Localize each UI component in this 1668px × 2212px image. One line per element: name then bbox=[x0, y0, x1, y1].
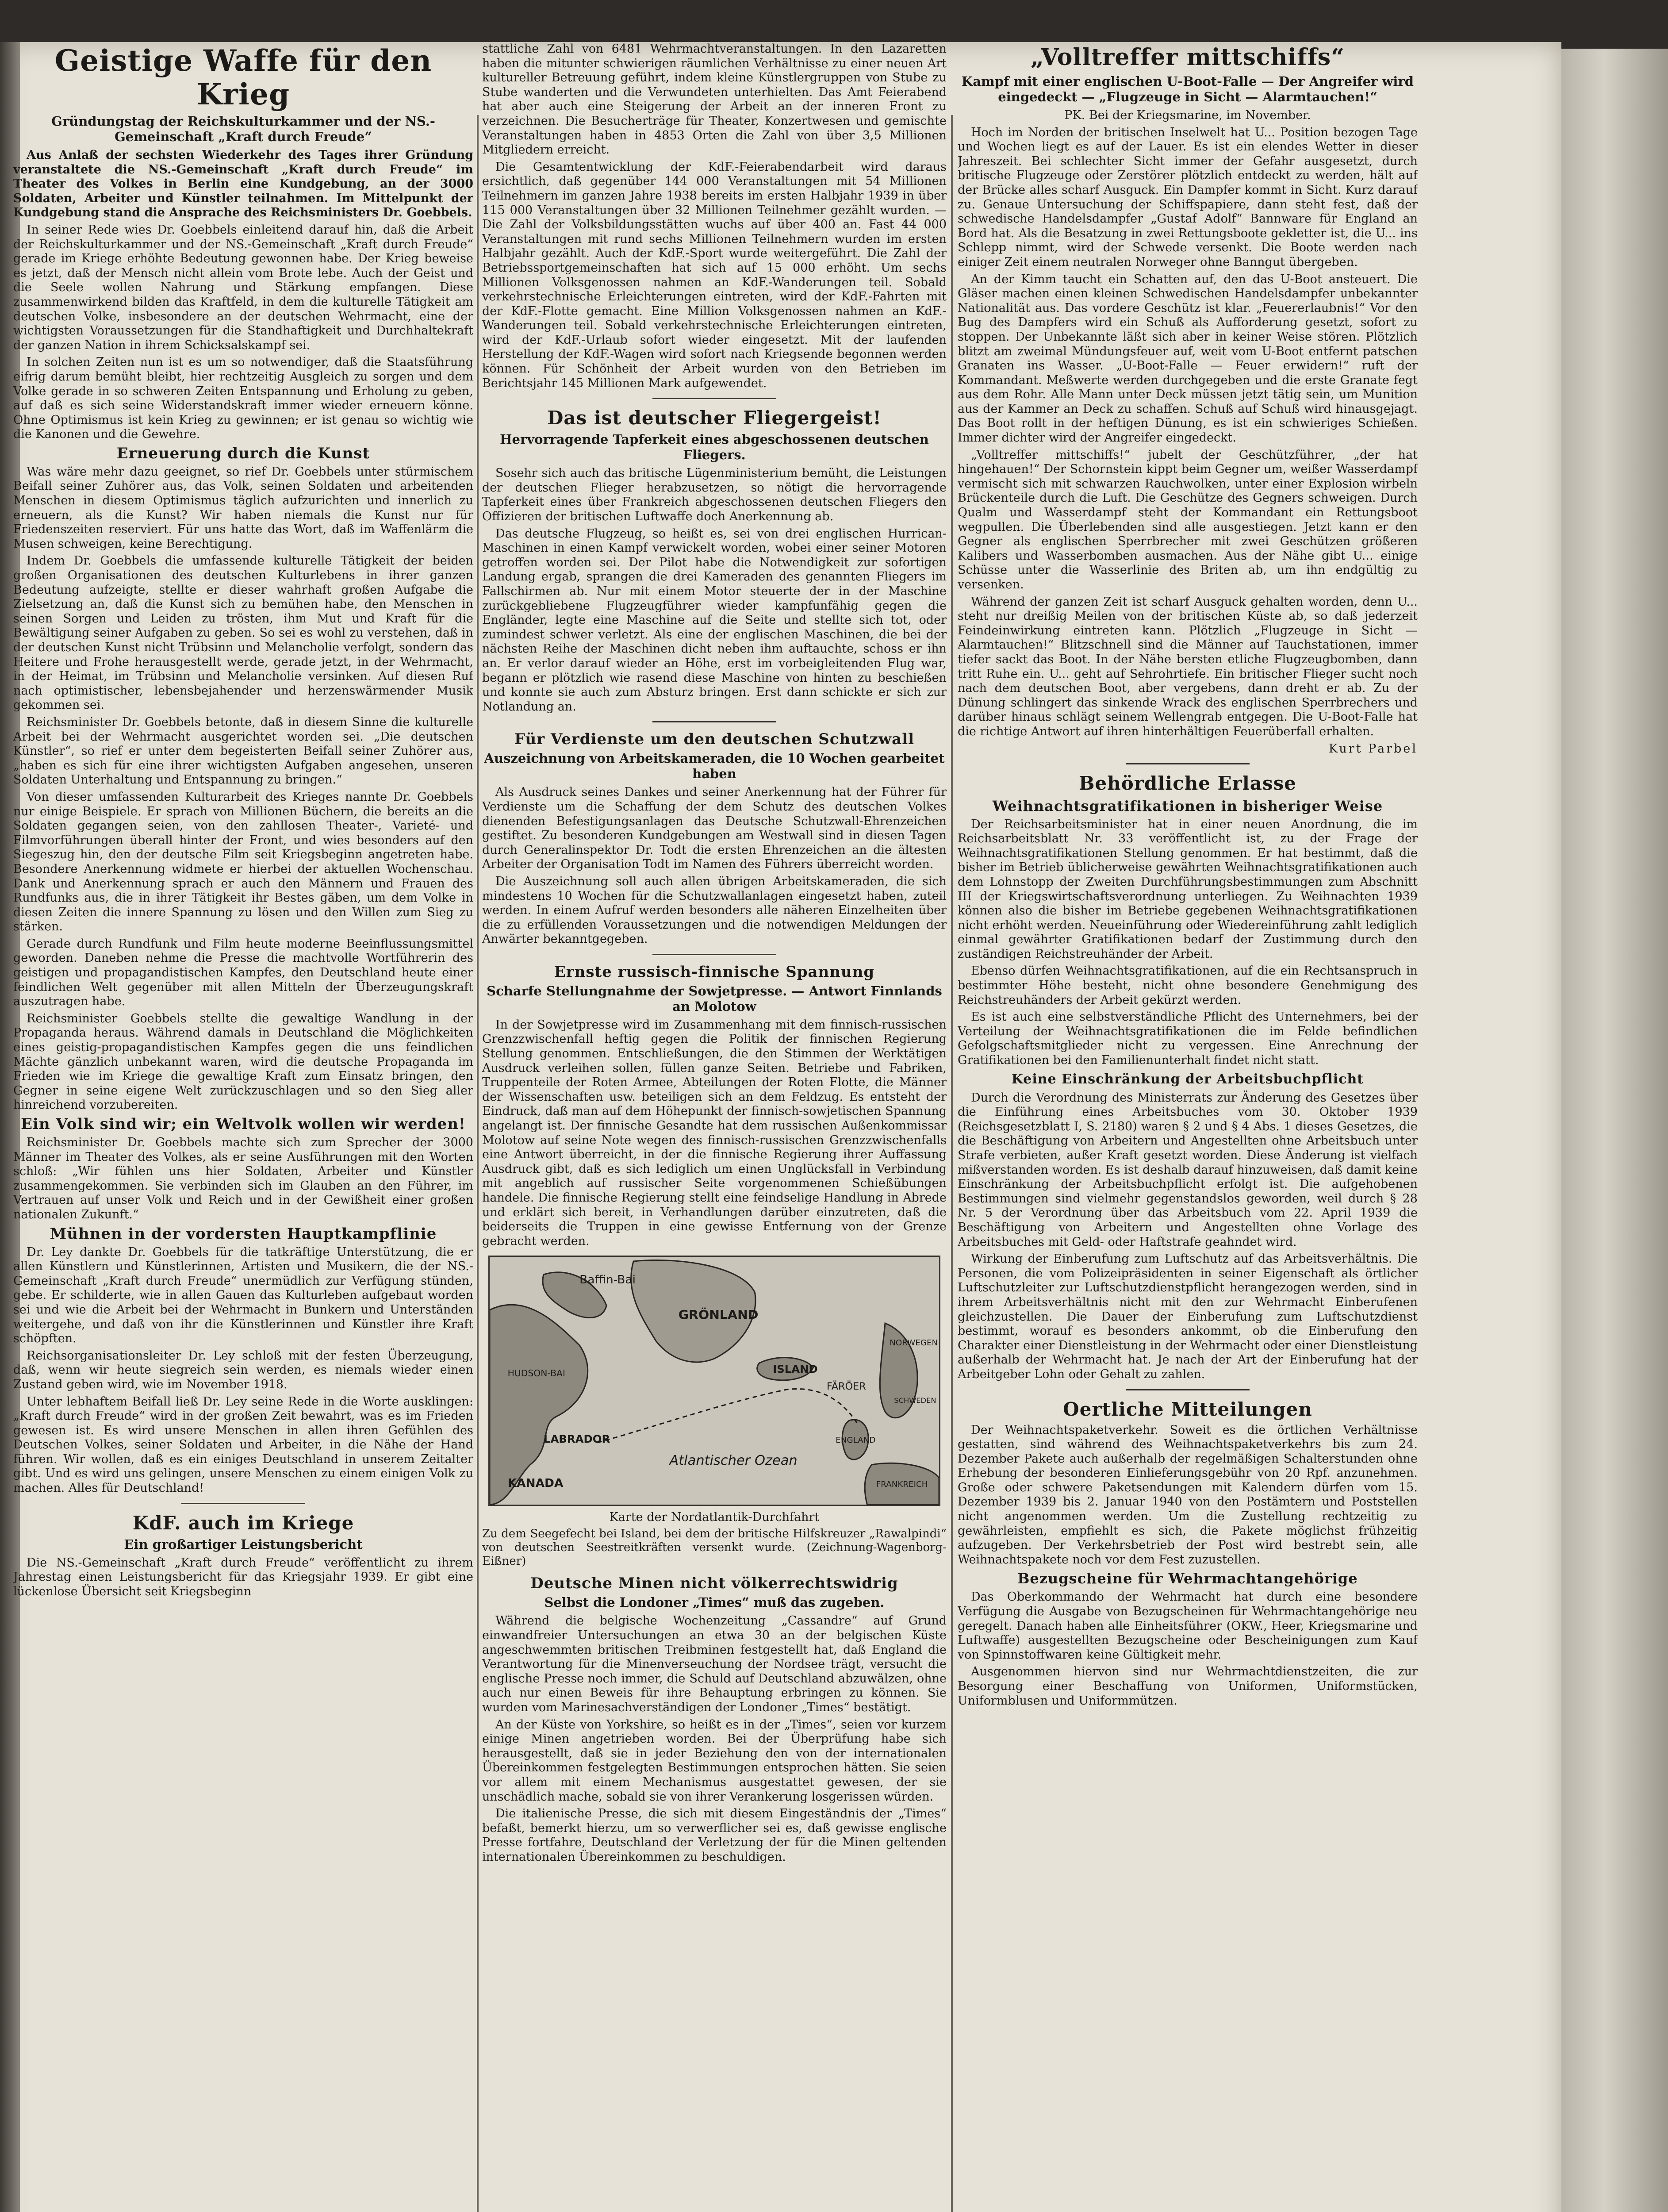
paragraph: Der Weihnachtspaketverkehr. Soweit es die örtlichen Verhältnisse gestatten, sind während des Weihnachtspaketverkehrs bis zum 24. Dezember Pakete auch außerhalb der regelmäßigen Schalterstunden ohne Erhebung der besonderen Einlieferungsgebühr von 20 Rpf. anzunehmen. Große oder schwere Paketsendungen mit Kalendern dürfen vom 15. Dezember 1939 bis 2. Januar 1940 von den Postämtern und Poststellen nicht angenommen werden. Um die Zustellung rechtzeitig zu gewährleisten, empfiehlt es sich, die Pakete möglichst frühzeitig aufzugeben. Der Verkehrsbetrieb der Post wird bestrebt sein, alle Weihnachtspakete noch vor dem Fest zuzustellen. bbox=[958, 1423, 1418, 1567]
paragraph: Als Ausdruck seines Dankes und seiner Anerkennung hat der Führer für Verdienste um die Schaffung der dem Schutz des deutschen Volkes dienenden Befestigungsanlagen das Deutsche Schutzwall-Ehrenzeichen gestiftet. Zu besonderen Kundgebungen am Westwall sind in diesen Tagen durch Generalinspektor Dr. Todt die ersten Ehrenzeichen an die ältesten Arbeiter der Organisation Todt im Namen des Führers überreicht worden. bbox=[482, 785, 947, 872]
map-label: ENGLAND bbox=[836, 1436, 876, 1445]
paragraph: Unter lebhaftem Beifall ließ Dr. Ley seine Rede in die Worte ausklingen: „Kraft durch Freude“ wird in der großen Zeit bewahrt, was es im Frieden gewesen ist. Es wird unsere Menschen in allen ihren Gefühlen des Deutschen Volkes, seiner Soldaten und Arbeiter, in die Nähe der Hand führen. Wir wollen, daß es ein einiges Deutschland in unserem Zeitalter gibt. Und es wird uns gelingen, unsere Menschen zu einem einigen Volk zu machen. Alles für Deutschland! bbox=[13, 1394, 473, 1495]
subhead-fliegergeist: Hervorragende Tapferkeit eines abgeschossenen deutschen Fliegers. bbox=[500, 432, 929, 463]
divider bbox=[181, 1503, 305, 1504]
section-heading: Mühnen in der vordersten Hauptkampflinie bbox=[50, 1225, 437, 1243]
headline-russisch-finnisch: Ernste russisch-finnische Spannung bbox=[554, 963, 875, 981]
paragraph: Von dieser umfassenden Kulturarbeit des Krieges nannte Dr. Goebbels nur einige Beispiele. Er sprach von Millionen Büchern, die bereits an die Soldaten gegangen seien, von den zahllosen Theater-, Varieté- und Filmvorführungen überall hinter der Front, und wies besonders auf den Siegeszug hin, den der deutsche Film seit Kriegsbeginn angetreten habe. Besondere Anerkennung widmete er hierbei der aktuellen Wochenschau. Dank und Anerkennung sprach er auch den Männern und Frauen des Rundfunks aus, die in ihrer Tätigkeit ihr Bestes gäben, um dem Volke in diesen Zeiten die innere Spannung zu lösen und den Willen zum Sieg zu stärken. bbox=[13, 790, 473, 934]
subhead-sowjetpresse: Scharfe Stellungnahme der Sowjetpresse. — Antwort Finnlands an Molotow bbox=[487, 983, 942, 1014]
paragraph: Der Reichsarbeitsminister hat in einer neuen Anordnung, die im Reichsarbeitsblatt Nr. 33 veröffentlicht ist, zu der Frage der Weihnachtsgratifikationen Stellung genommen. Er hat bestimmt, daß die bisher im Betrieb üblicherweise gewährten Weihnachtsgratifikationen auch dem Lohnstopp der Zweiten Durchführungsbestimmungen zum Abschnitt III der Kriegswirtschaftsverordnung unterliegen. Zu Weihnachten 1939 können also die bisher im Betriebe gegebenen Weihnachtsgratifikationen nicht erhöht werden. Neueinführung oder Wiedereinführung zahlt lediglich einmal gewährter Gratifikationen bedarf der Zustimmung durch den zuständigen Reichstreuhänder der Arbeit. bbox=[958, 817, 1418, 961]
map-label: NORWEGEN bbox=[890, 1338, 938, 1348]
paragraph: Was wäre mehr dazu geeignet, so rief Dr. Goebbels unter stürmischem Beifall seiner Zuhörer aus, das Volk, seinen Soldaten und arbeitenden Menschen in diesem Optimismus täglich aufzurichten und innerlich zu erneuern, als die Kunst? Wir haben niemals die Kunst nur für Friedenszeiten reserviert. Für uns hatte das Wort, daß im Waffenlärm die Musen schweigen, keine Berechtigung. bbox=[13, 465, 473, 551]
paragraph: Dr. Ley dankte Dr. Goebbels für die tatkräftige Unterstützung, die er allen Künstlern und Künstlerinnen, Artisten und Musikern, die der NS.-Gemeinschaft „Kraft durch Freude“ unermüdlich zur Verfügung stünden, gebe. Er schilderte, wie in allen Gauen das Kulturleben aufgebaut worden sei und wie die Arbeit bei der Wehrmacht in Bunkern und Unterständen weitergehe, und daß von ihr die Künstlerinnen und Künstler ihre Kraft schöpften. bbox=[13, 1245, 473, 1346]
paragraph: Das deutsche Flugzeug, so heißt es, sei von drei englischen Hurrican-Maschinen in einen Kampf verwickelt worden, wobei einer seiner Motoren getroffen worden sei. Der Pilot habe die Notwendigkeit zur sofortigen Landung ergab, sprangen die drei Kameraden des genannten Fliegers im Fallschirmen ab. Nur mit einem Motor steuerte der in der Maschine zurückgebliebene Flugzeugführer wieder kampfunfähig gegen die Engländer, legte eine Maschine auf die Seite und stellte sich tot, oder zumindest schwer verletzt. Als eine der englischen Maschinen, die bei der nächsten Reihe der Maschinen dicht neben ihm auftauchte, schoss er ihn an. Er verlor darauf wieder an Höhe, erst im vorbeigleitenden Flug war, begann er plötzlich wie rasend diese Maschine von hinten zu beschießen und konnte sie auch zum Absturz bringen. Erst dann schickte er sich zur Notlandung an. bbox=[482, 526, 947, 714]
headline-behoerdliche-erlasse: Behördliche Erlasse bbox=[1079, 772, 1296, 794]
dateline: PK. Bei der Kriegsmarine, im November. bbox=[1064, 108, 1311, 122]
paragraph: Reichsminister Dr. Goebbels betonte, daß in diesem Sinne die kulturelle Arbeit bei der Wehrmacht ausgerichtet worden sei. „Die deutschen Künstler“, so rief er unter dem begeisterten Beifall seiner Zuhörer aus, „haben es sich für eine ihrer wichtigsten Aufgaben angesehen, unseren Soldaten Unterhaltung und Entspannung zu bringen.“ bbox=[13, 715, 473, 787]
divider bbox=[1126, 1389, 1250, 1390]
paragraph: Reichsorganisationsleiter Dr. Ley schloß mit der festen Überzeugung, daß, wenn wir heute siegreich sein werden, es niemals wieder einen Zustand geben wird, wie im November 1918. bbox=[13, 1348, 473, 1391]
paragraph: Es ist auch eine selbstverständliche Pflicht des Unternehmers, bei der Verteilung der Weihnachtsgratifikationen die im Felde befindlichen Gefolgschaftsmitglieder nicht zu vergessen. Eine Anrechnung der Gratifikationen bei den Familienunterhalt findet nicht statt. bbox=[958, 1010, 1418, 1068]
subhead-times: Selbst die Londoner „Times“ muß das zugeben. bbox=[544, 1595, 885, 1610]
author-byline: Kurt Parbel bbox=[1328, 741, 1418, 756]
column-rule-2 bbox=[951, 115, 953, 2212]
paragraph: An der Küste von Yorkshire, so heißt es in der „Times“, seien vor kurzem einige Minen angetrieben worden. Bei der Überprüfung habe sich herausgestellt, daß sie in jeder Beziehung den von der internationalen Übereinkommen festgelegten Bestimmungen entsprochen hätten. Sie seien vor allem mit einem Mechanismus ausgestattet gewesen, der sie unschädlich mache, sobald sie von ihrer Verankerung losgerissen würden. bbox=[482, 1717, 947, 1804]
subhead-leistungsbericht: Ein großartiger Leistungsbericht bbox=[124, 1536, 363, 1552]
headline-fliegergeist: Das ist deutscher Fliegergeist! bbox=[547, 407, 882, 429]
subhead-volltreffer: Kampf mit einer englischen U-Boot-Falle — Der Angreifer wird eingedeckt — „Flugzeuge in Sicht — Alarmtauchen!“ bbox=[962, 74, 1414, 104]
paragraph: In der Sowjetpresse wird im Zusammenhang mit dem finnisch-russischen Grenzzwischenfall heftig gegen die Politik der finnischen Regierung Stellung genommen. Entschließungen, die den Stimmen der Werktätigen Ausdruck verleihen sollen, füllen ganze Seiten. Betriebe und Fabriken, Truppenteile der Roten Armee, Abteilungen der Roten Flotte, die Männer der Wissenschaften usw. beteiligen sich an dem Feldzug. Es entsteht der Eindruck, daß man auf dem Höhepunkt der finnisch-sowjetischen Spannung angelangt ist. Der finnische Gesandte hat dem russischen Außenkommissar Molotow auf seine Note wegen des finnisch-russischen Grenzzwischenfalls eine Antwort überreicht, in der die finnische Regierung ihrer Auffassung Ausdruck gibt, daß es sich lediglich um einen Unglücksfall in Verbindung mit angeblich auf russischer Seite vorgenommenen Schießübungen handele. Die finnische Regierung stellt eine feindselige Handlung in Abrede und erklärt sich bereit, in Verhandlungen darüber einzutreten, daß die beiderseits die Truppen in eine gewisse Entfernung von der Grenze gebracht werden. bbox=[482, 1018, 947, 1248]
subhead-schutzwall: Auszeichnung von Arbeitskameraden, die 10 Wochen gearbeitet haben bbox=[484, 751, 945, 782]
section-heading: Bezugscheine für Wehrmachtangehörige bbox=[1017, 1570, 1358, 1587]
map-caption-note: Zu dem Seegefecht bei Island, bei dem der britische Hilfskreuzer „Rawalpindi“ von deutschen Seestreitkräften versenkt wurde. (Zeichnung-Wagenborg-Eißner) bbox=[482, 1527, 947, 1568]
paragraph: Sosehr sich auch das britische Lügenministerium bemüht, die Leistungen der deutschen Flieger herabzusetzen, so nötigt die hervorragende Tapferkeit eines über Frankreich abgeschossenen deutschen Fliegers den Offizieren der britischen Luftwaffe doch Anerkennung ab. bbox=[482, 466, 947, 524]
map-label: HUDSON-BAI bbox=[507, 1368, 565, 1379]
column-rule-1 bbox=[477, 115, 479, 2212]
lead-paragraph: Aus Anlaß der sechsten Wiederkehr des Tages ihrer Gründung veranstaltete die NS.-Gemeinschaft „Kraft durch Freude“ im Theater des Volkes in Berlin eine Kundgebung, an der 3000 Soldaten, Arbeiter und Künstler teilnahmen. Im Mittelpunkt der Kundgebung stand die Ansprache des Reichsministers Dr. Goebbels. bbox=[13, 148, 473, 220]
map-label: SCHWEDEN bbox=[894, 1396, 936, 1405]
cover-board bbox=[1561, 49, 1668, 2212]
column-1 bbox=[13, 42, 473, 2212]
paragraph: Während der ganzen Zeit ist scharf Ausguck gehalten worden, denn U... steht nur dreißig Meilen von der britischen Küste ab, so daß jederzeit Feindeinwirkung eintreten kann. Plötzlich „Flugzeuge in Sicht — Alarmtauchen!“ Blitzschnell sind die Männer auf Tauchstationen, immer tiefer sackt das Boot. In der Nähe bersten etliche Flugzeugbomben, dann tritt Ruhe ein. U... geht auf Sehrohrtiefe. Ein britischer Flieger sucht noch nach dem deutschen Boot, aber vergebens, dann dreht er ab. Zu der Dünung schlingert das sinkende Wrack des englischen Sperrbrechers und darüber hinaus schlägt seinem Wellengrab entgegen. Die U-Boot-Falle hat die richtige Antwort auf ihren hinterhältigen Feuerüberfall erhalten. bbox=[958, 595, 1418, 738]
divider bbox=[652, 721, 776, 722]
paragraph: Die italienische Presse, die sich mit diesem Eingeständnis der „Times“ befaßt, bemerkt hierzu, um so verwerflicher sei es, daß gewisse englische Presse fortfahre, Deutschland der Verletzung der für die Minen geltenden internationalen Übereinkommen zu beschuldigen. bbox=[482, 1807, 947, 1864]
divider bbox=[1126, 763, 1250, 764]
paragraph: Reichsminister Dr. Goebbels machte sich zum Sprecher der 3000 Männer im Theater des Volkes, als er seine Ausführungen mit den Worten schloß: „Wir fühlen uns hier Soldaten, Arbeiter und Künstler zusammengekommen. Sie verbinden sich im Glauben an den Führer, im Vertrauen auf unser Volk und Reich und in der Gewißheit einer großen nationalen Zukunft.“ bbox=[13, 1136, 473, 1221]
headline-schutzwall: Für Verdienste um den deutschen Schutzwall bbox=[514, 730, 915, 749]
map-graphic bbox=[490, 1257, 939, 1505]
headline-minen: Deutsche Minen nicht völkerrechtswidrig bbox=[530, 1575, 898, 1593]
paragraph: Reichsminister Goebbels stellte die gewaltige Wandlung in der Propaganda heraus. Während damals in Deutschland die Möglichkeiten eines geistig-propagandistischen Kampfes gegen die uns feindlichen Mächte gänzlich unbekannt waren, wird die deutsche Propaganda im Frieden wie im Kriege die gewaltige Kraft zum Einsatz bringen, den Gegner in seine eigene Welt zurückzuschlagen und so den Sieg aller hinreichend vorzubereiten. bbox=[13, 1011, 473, 1112]
map-label: GRÖNLAND bbox=[678, 1307, 759, 1322]
map-label: KANADA bbox=[507, 1477, 564, 1490]
paragraph: Die Gesamtentwicklung der KdF.-Feierabendarbeit wird daraus ersichtlich, daß gegenüber 144 000 Veranstaltungen mit 54 Millionen Teilnehmern im ganzen Jahre 1938 bereits im ersten Halbjahr 1939 in über 115 000 Veranstaltungen über 32 Millionen Teilnehmer gezählt wurden. — Die Zahl der Volksbildungsstätten wuchs auf über 400 an. Fast 44 000 Veranstaltungen mit rund sechs Millionen Teilnehmern wurden im ersten Halbjahr gezählt. Auch der KdF.-Sport wurde weitergeführt. Die Zahl der Betriebssportgemeinschaften hat sich auf 15 000 erhöht. Um sechs Millionen Volksgenossen nahmen an KdF.-Wanderungen teil. Sobald verkehrstechnische Erleichterungen eintreten, wird der KdF.-Fahrten mit der KdF.-Flotte gemacht. Eine Million Volksgenossen nahmen an KdF.-Wanderungen teil. Sobald verkehrstechnische Erleichterungen eintreten, wird der KdF.-Urlaub sofort wieder eingesetzt. Mit der laufenden Herstellung der KdF.-Wagen wird sofort nach Kriegsende begonnen werden können. Für Schönheit der Arbeit wurden von den Betrieben im Berichtsjahr 145 Millionen Mark aufgewendet. bbox=[482, 160, 947, 390]
map-label: FÄRÖER bbox=[827, 1381, 866, 1393]
headline-kdf-im-kriege: KdF. auch im Kriege bbox=[132, 1512, 354, 1534]
subhead-gruendungstag: Gründungstag der Reichskulturkammer und der NS.-Gemeinschaft „Kraft durch Freude“ bbox=[51, 114, 435, 144]
paragraph: Gerade durch Rundfunk und Film heute moderne Beeinflussungsmittel geworden. Daneben nehme die Presse die machtvolle Wortführerin des geistigen und propagandistischen Kampfes, den Deutschland heute einer feindlichen Welt gegenüber mit allen Mitteln der Überzeugungskraft auszutragen habe. bbox=[13, 937, 473, 1009]
headline-geistige-waffe: Geistige Waffe für den Krieg bbox=[54, 43, 432, 111]
paragraph: An der Kimm taucht ein Schatten auf, den das U-Boot ansteuert. Die Gläser machen einen kleinen Schwedischen Handelsdampfer unbekannter Nationalität aus. Das vordere Geschütz ist klar. „Feuererlaubnis!“ Vor den Bug des Dampfers wird ein Schuß als Aufforderung gesetzt, sofort zu stoppen. Der Unbekannte läßt sich aber in keiner Weise stören. Plötzlich blitzt am zweimal Mündungsfeuer auf, weit vom U-Boot entfernt patschen Granaten ins Wasser. „U-Boot-Falle — Feuer erwidern!“ ruft der Kommandant. Meßwerte werden durchgegeben und die erste Granate fegt aus dem Rohr. Alle Mann unter Deck müssen jetzt tätig sein, um Munition aus der Kammer an Deck zu schaffen. Schuß auf Schuß wird hinausgejagt. Das Boot rollt in der heftigen Dünung, es ist ein schwieriges Schießen. Immer dichter wird der Angreifer eingedeckt. bbox=[958, 272, 1418, 445]
headline-volltreffer: „Volltreffer mittschiffs“ bbox=[1030, 44, 1345, 71]
paragraph: In seiner Rede wies Dr. Goebbels einleitend darauf hin, daß die Arbeit der Reichskulturkammer und der NS.-Gemeinschaft „Kraft durch Freude“ gerade im Kriege erhöhte Bedeutung gewonnen habe. Der Krieg beweise es jetzt, daß der Mensch nicht allein vom Brote lebe. Auch der Geist und die Seele wollen Nahrung und Stärkung empfangen. Diese zusammenwirkend bilden das Kraftfeld, in dem die kulturelle Tätigkeit am deutschen Volke, insbesondere an der deutschen Wehrmacht, eine der wichtigsten Voraussetzungen für die Standhaftigkeit und Durchhaltekraft der ganzen Nation in ihrem Schicksalskampf sei. bbox=[13, 223, 473, 352]
paragraph: Während die belgische Wochenzeitung „Cassandre“ auf Grund einwandfreier Untersuchungen an etwa 30 an der belgischen Küste angeschwemmten britischen Treibminen festgestellt hat, daß England die Verantwortung für die Minenverseuchung der Nordsee trägt, versucht die englische Presse noch immer, die Schuld auf Deutschland abzuwälzen, ohne auch nur einen Beweis für ihre Behauptung erbringen zu können. Sie wurden vom Marinesachverständigen der Londoner „Times“ bestätigt. bbox=[482, 1614, 947, 1714]
map-label: Atlantischer Ozean bbox=[669, 1453, 798, 1469]
map-label: FRANKREICH bbox=[876, 1480, 928, 1490]
section-heading: Weihnachtsgratifikationen in bisheriger Weise bbox=[992, 797, 1383, 814]
paragraph: Das Oberkommando der Wehrmacht hat durch eine besondere Verfügung die Ausgabe von Bezugscheinen für Wehrmachtangehörige neu geregelt. Danach haben alle Einheitsführer (OKW., Heer, Kriegsmarine und Luftwaffe) ausgestellten Bezugscheine oder Bescheinigungen zum Kauf von Spinnstoffwaren keine Gültigkeit mehr. bbox=[958, 1590, 1418, 1662]
paragraph: Die NS.-Gemeinschaft „Kraft durch Freude“ veröffentlicht zu ihrem Jahrestag einen Leistungsbericht für das Kriegsjahr 1939. Er gibt eine lückenlose Übersicht seit Kriegsbeginn bbox=[13, 1555, 473, 1598]
map-label: LABRADOR bbox=[543, 1433, 610, 1446]
divider bbox=[652, 954, 776, 955]
paragraph: Wirkung der Einberufung zum Luftschutz auf das Arbeitsverhältnis. Die Personen, die vom Polizeipräsidenten in seiner Eigenschaft als örtlicher Luftschutzleiter zur Luftschutzdienstpflicht herangezogen werden, sind in ihrem Arbeitsverhältnis nicht mit den zur Wehrmacht Einberufenen gleichzustellen. Die Dauer der Einberufung zum Luftschutzdienst bestimmt, worauf es besonders ankommt, ob die Einberufung den Charakter einer Dienstleistung in der Wehrmacht oder einer Dienstleistung außerhalb der Wehrmacht hat. Je nach der Art der Einberufung hat der Arbeitgeber Lohn oder Gehalt zu zahlen. bbox=[958, 1252, 1418, 1381]
headline-oertliche-mitteilungen: Oertliche Mitteilungen bbox=[1063, 1398, 1312, 1420]
section-heading: Keine Einschränkung der Arbeitsbuchpflicht bbox=[1011, 1071, 1364, 1087]
column-3 bbox=[958, 42, 1418, 2212]
paragraph: Durch die Verordnung des Ministerrats zur Änderung des Gesetzes über die Einführung eines Arbeitsbuches vom 30. Oktober 1939 (Reichsgesetzblatt I, S. 2180) waren § 2 und § 4 Abs. 1 dieses Gesetzes, die die Beschäftigung von Arbeitern und Angestellten ohne Arbeitsbuch unter Strafe verbieten, außer Kraft gesetzt worden. Diese Änderung ist vielfach mißverstanden worden. Es ist deshalb darauf hinzuweisen, daß damit keine Einschränkung der Arbeitsbuchpflicht erfolgt ist. Die aufgehobenen Bestimmungen sind vielmehr gegenstandslos geworden, weil durch § 28 Nr. 5 der Verordnung über das Arbeitsbuch vom 22. April 1939 die Beschäftigung von Arbeitern und Angestellten ohne Vorlage des Arbeitsbuches mit Geld- oder Haftstrafe geahndet wird. bbox=[958, 1091, 1418, 1249]
paragraph: Die Auszeichnung soll auch allen übrigen Arbeitskameraden, die sich mindestens 10 Wochen für die Schutzwallanlagen eingesetzt haben, zuteil werden. In einem Aufruf werden besonders alle näheren Einzelheiten über die zu erfüllenden Voraussetzungen und die notwendigen Meldungen der Anwärter bekanntgegeben. bbox=[482, 874, 947, 946]
map-label: Baffin-Bai bbox=[579, 1273, 636, 1287]
paragraph: Ebenso dürfen Weihnachtsgratifikationen, auf die ein Rechtsanspruch in bestimmter Höhe besteht, nicht ohne besondere Genehmigung des Reichstreuhänders der Arbeit gekürzt werden. bbox=[958, 964, 1418, 1007]
section-heading: Ein Volk sind wir; ein Weltvolk wollen wir werden! bbox=[21, 1115, 466, 1133]
map-caption: Karte der Nordatlantik-Durchfahrt bbox=[609, 1510, 820, 1525]
paragraph: Hoch im Norden der britischen Inselwelt hat U... Position bezogen Tage und Wochen liegt es auf der Lauer. Es ist ein elendes Wetter in dieser Jahreszeit. Bei schlechter Sicht immer der Gefahr ausgesetzt, durch britische Flugzeuge oder Zerstörer plötzlich entdeckt zu werden, hält auf der Brücke alles scharf Ausguck. Ein Dampfer kommt in Sicht. Kurz darauf zu. Genaue Untersuchung der Schiffspapiere, dann steht fest, daß der schwedische Handelsdampfer „Gustaf Adolf“ Bannware für England an Bord hat. Als die Besatzung in zwei Rettungsboote gekletter ist, die U... ins Schlepp nimmt, wird der Schwede versenkt. Die Boote werden nach einiger Zeit einem neutralen Norweger ohne Banngut übergeben. bbox=[958, 125, 1418, 269]
paragraph: stattliche Zahl von 6481 Wehrmachtveranstaltungen. In den Lazaretten haben die mitunter schwierigen räumlichen Verhältnisse zu einer neuen Art kultureller Betreuung geführt, indem kleine Künstlergruppen von Stube zu Stube wanderten und die Verwundeten unterhielten. Das Amt Feierabend hat aber auch eine Steigerung der Arbeit an der inneren Front zu verzeichnen. Die Besucherträge für Theater, Konzertwesen und gemischte Veranstaltungen haben in 4853 Orten die Zahl von über 3,5 Millionen Mitgliedern erreicht. bbox=[482, 42, 947, 157]
paragraph: Indem Dr. Goebbels die umfassende kulturelle Tätigkeit der beiden großen Organisationen des deutschen Kulturlebens in ihrer ganzen Bedeutung aufzeigte, stellte er dieser wahrhaft großen Aufgabe die Zielsetzung an, daß die Kunst sich zu bemühen habe, den Menschen in seinen Sorgen und Leiden zu trösten, ihm Mut und Kraft für die Bewältigung seiner Aufgaben zu geben. So sei es wohl zu verstehen, daß in der deutschen Kunst nicht Trübsinn und Melancholie verfolgt, sondern das Heitere und Frohe herausgestellt werde, gerade jetzt, in der Wehrmacht, in der Heimat, im Trübsinn und Melancholie versinken. Auf diesen Ruf nach optimistischer, lebensbejahender und herzenswärmender Musik gekommen sei. bbox=[13, 554, 473, 712]
column-2 bbox=[482, 42, 947, 2212]
map-nordatlantik bbox=[488, 1256, 940, 1506]
map-label: ISLAND bbox=[773, 1363, 818, 1376]
paragraph: In solchen Zeiten nun ist es um so notwendiger, daß die Staatsführung eifrig darum bemüht bleibt, hier rechtzeitig Ausgleich zu sorgen und dem Volke gerade in so schweren Zeiten Entspannung und Erholung zu geben, auf daß es sich seine Widerstandskraft immer wieder erneuern könne. Ohne Optimismus ist kein Krieg zu gewinnen; er ist genau so wichtig wie die Kanonen und die Gewehre. bbox=[13, 355, 473, 442]
paragraph: Ausgenommen hiervon sind nur Wehrmachtdienstzeiten, die zur Besorgung einer Beschaffung von Uniformen, Uniformstücken, Uniformblusen und Uniformmützen. bbox=[958, 1665, 1418, 1708]
paragraph: „Volltreffer mittschiffs!“ jubelt der Geschützführer, „der hat hingehauen!“ Der Schornstein kippt beim Gegner um, weißer Wasserdampf vermischt sich mit schwarzen Rauchwolken, unter einer Explosion wirbeln Brückenteile durch die Luft. Die Geschütze des Gegners schweigen. Durch Qualm und Wasserdampf steht der Kommandant ein Rettungsboot wegpullen. Die Überlebenden sind alle ausgestiegen. Jetzt kann er den Gegner als englischen Sperrbrecher mit zwei Geschützen größeren Kalibers und Wasserbomben ausmachen. Aus der Nähe gibt U... einige Schüsse unter die Wasserlinie des Briten ab, um ihn endgültig zu versenken. bbox=[958, 448, 1418, 591]
divider bbox=[652, 398, 776, 399]
section-heading: Erneuerung durch die Kunst bbox=[116, 444, 370, 462]
